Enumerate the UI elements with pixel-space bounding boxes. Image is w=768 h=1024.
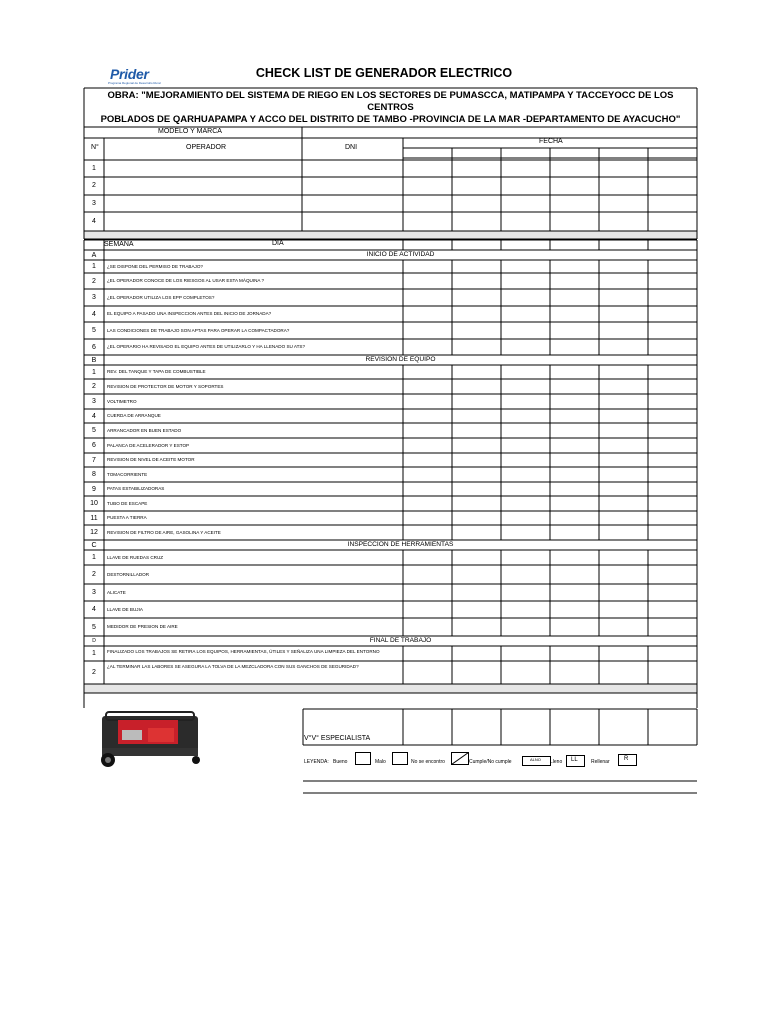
checklist-item-c-3: ALICATE [107, 589, 126, 595]
item-number: 3 [92, 294, 96, 301]
legend-cumple-box [451, 752, 469, 765]
item-number: 1 [92, 368, 96, 376]
operator-row-number: 1 [92, 164, 96, 172]
logo-tagline: Programa Regional de Desarrollo Rural [108, 81, 161, 85]
legend-lleno-box [522, 756, 551, 766]
dni-header: DNI [345, 144, 358, 151]
dia-header: DIA [272, 240, 284, 247]
legend-lleno: Lleno [550, 759, 563, 765]
legend-label: LEYENDA: [304, 759, 329, 765]
section-title: REVISION DE EQUIPO [365, 356, 436, 363]
legend-ll-box [566, 755, 585, 767]
item-number: 8 [92, 471, 96, 478]
checklist-item-d-1: FINALIZADO LOS TRABAJOS SE RETIRA LOS EQUIPOS, HERRAMIENTAS, ÚTILES Y SEÑALIZA UNA LIMPIEZA DEL ENTORNO [107, 649, 380, 654]
item-number: 4 [92, 606, 96, 613]
checklist-item-a-4: EL EQUIPO A PASADO UNA INSPECCION ANTES DEL INICIO DE JORNADA? [107, 311, 272, 316]
checklist-item-b-8: TOMACORRIENTE [107, 471, 148, 477]
item-number: 2 [92, 571, 96, 578]
n-header: N° [91, 144, 99, 151]
item-number: 3 [92, 589, 96, 596]
item-number: 5 [92, 327, 96, 334]
item-number: 1 [92, 650, 96, 657]
item-number: 7 [92, 456, 96, 464]
checklist-item-b-3: VOLTIMETRO [107, 398, 137, 404]
generator-image [88, 708, 216, 770]
operator-row-number: 3 [92, 199, 96, 207]
checklist-item-b-1: REV. DEL TANQUE Y TAPA DE COMBUSTIBLE [107, 369, 206, 374]
checklist-item-b-12: REVISION DE FILTRO DE AIRE, GASOLINA Y ACEITE [107, 529, 221, 535]
item-number: 2 [92, 669, 96, 676]
checklist-item-b-7: REVISION DE NIVEL DE ACEITE MOTOR [107, 457, 195, 462]
checklist-item-c-1: LLAVE DE RUEDAS CRUZ [107, 554, 164, 560]
checklist-item-a-5: LAS CONDICIONES DE TRABAJO SON APTAS PARA OPERAR LA COMPACTADORA? [107, 327, 290, 333]
item-number: 4 [92, 412, 96, 420]
checklist-item-a-3: ¿EL OPERADOR UTILIZA LOS EPP COMPLETOS? [107, 294, 215, 300]
operator-row-number: 4 [92, 217, 96, 225]
item-number: 12 [90, 529, 98, 536]
section-title: FINAL DE TRABAJO [369, 637, 432, 644]
section-title: INSPECCION DE HERRAMIENTAS [347, 541, 454, 548]
item-number: 9 [92, 485, 96, 493]
legend-malo-box [392, 752, 408, 765]
modelo-marca-label: MODELO Y MARCA [158, 128, 222, 135]
legend-bueno-box [355, 752, 371, 765]
checklist-item-c-4: LLAVE DE BUJIA [107, 606, 143, 612]
checklist-item-a-6: ¿EL OPERARIO HA REVISADO EL EQUIPO ANTES DE UTILIZARLO Y HA LLENADO SU ATS? [107, 344, 306, 349]
item-number: 5 [92, 427, 96, 434]
section-title: INICIO DE ACTIVIDAD [366, 251, 435, 258]
operator-row-number: 2 [92, 182, 96, 189]
vobo-label: V°V° ESPECIALISTA [304, 735, 371, 742]
checklist-item-b-10: TUBO DE ESCAPE [107, 500, 148, 506]
section-letter: A [91, 251, 97, 259]
obra-line-2: POBLADOS DE QARHUAPAMPA Y ACCO DEL DISTRITO DE TAMBO -PROVINCIA DE LA MAR -DEPARTAMENTO DE AYACUCHO" [100, 114, 681, 125]
legend-bueno: Bueno [333, 759, 348, 765]
item-number: 6 [92, 343, 96, 351]
checklist-item-b-2: REVISION DE PROTECTOR DE MOTOR Y SOPORTES [107, 383, 224, 389]
legend-r-mark: R [624, 756, 629, 762]
item-number: 2 [92, 277, 96, 285]
checklist-item-a-2: ¿EL OPERADOR CONOCE DE LOS RIESGOS AL USAR ESTA MÁQUINA ? [107, 278, 265, 283]
item-number: 4 [92, 310, 96, 318]
checklist-item-b-9: PATAS ESTABILIZADORAS [107, 486, 165, 491]
checklist-item-c-2: DESTORNILLADOR [107, 571, 150, 577]
checklist-item-b-4: CUERDA DE ARRANQUE [107, 413, 161, 418]
checklist-item-a-1: ¿SE DISPONE DEL PERMISO DE TRABAJO? [107, 263, 203, 269]
fecha-header: FECHA [539, 138, 563, 145]
item-number: 5 [92, 623, 96, 631]
section-letter: D [92, 637, 96, 644]
checklist-item-b-6: PALANCA DE ACELERADOR Y ESTOP [107, 442, 190, 448]
semana-header: SEMANA [104, 241, 134, 248]
item-number: 10 [90, 500, 98, 507]
section-letter: B [91, 356, 97, 364]
item-number: 2 [92, 383, 96, 390]
logo-brand: Prider [110, 66, 149, 82]
legend-rellenar: Rellenar [591, 759, 610, 765]
legend-r-box [618, 754, 637, 766]
legend-ll-mark: LL [571, 757, 578, 763]
document-title: CHECK LIST DE GENERADOR ELECTRICO [255, 66, 513, 80]
legend-lleno-box-text: ALNO [530, 757, 541, 762]
item-number: 1 [92, 263, 96, 270]
checklist-item-c-5: MEDIDOR DE PRESION DE AIRE [107, 624, 178, 629]
legend-cumple: Cumple/No cumple [469, 759, 512, 765]
obra-line-1: OBRA: "MEJORAMIENTO DEL SISTEMA DE RIEGO EN LOS SECTORES DE PUMASCCA, MATIPAMPA Y TACCEYOCC DE LOS CENTROS [107, 90, 674, 113]
item-number: 11 [90, 514, 98, 522]
operador-header: OPERADOR [186, 144, 227, 151]
checklist-item-b-11: PUESTA A TIERRA [107, 515, 147, 520]
item-number: 1 [92, 554, 96, 561]
checklist-item-b-5: ARRANCADOR EN BUEN ESTADO [107, 427, 182, 433]
checklist-item-d-2: ¿AL TERMINAR LAS LABORES SE ASEGURA LA TOLVA DE LA MEZCLADORA CON SUS GANCHOS DE SEGURIDAD? [107, 664, 359, 669]
section-letter: C [91, 541, 97, 549]
item-number: 6 [92, 442, 96, 449]
item-number: 3 [92, 398, 96, 405]
legend-malo: Malo [375, 759, 386, 765]
legend-no-encontro: No se encontro [411, 759, 445, 765]
